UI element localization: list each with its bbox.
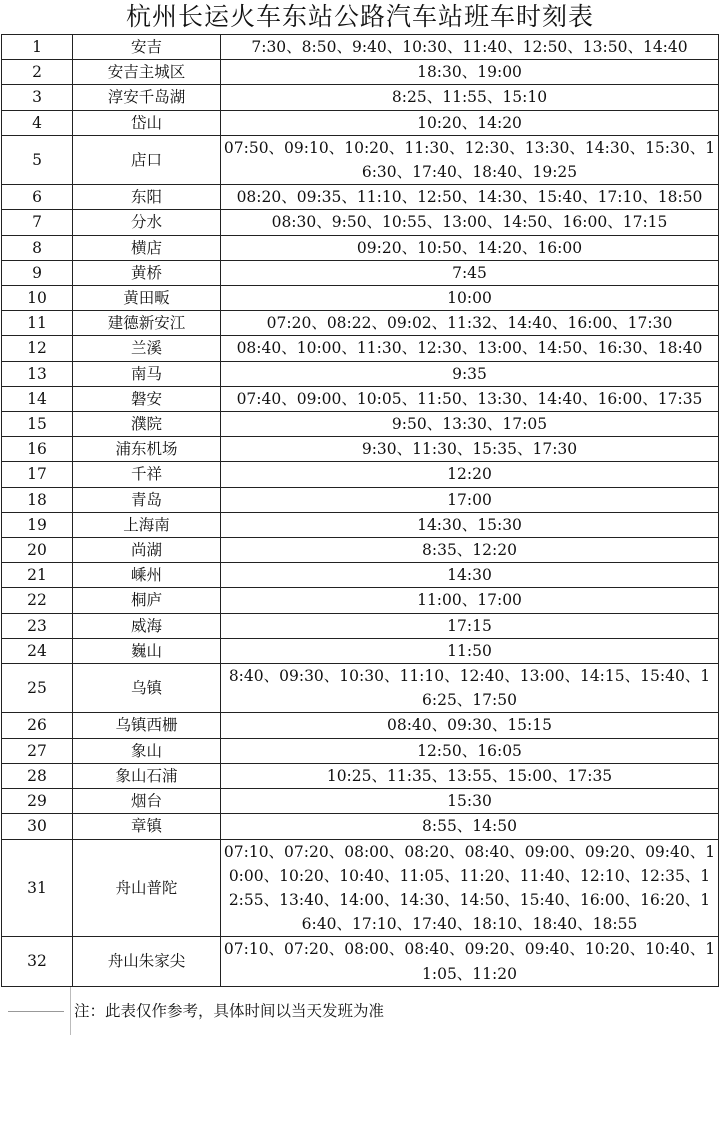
table-row	[2, 35, 719, 60]
row-number-cell: 32	[2, 937, 73, 986]
destination-cell: 象山	[73, 738, 221, 763]
table-row	[2, 638, 719, 663]
table-row	[2, 664, 719, 713]
table-row	[2, 613, 719, 638]
table-row	[2, 713, 719, 738]
departure-times-cell: 15:30	[221, 789, 719, 814]
row-number-cell: 4	[2, 110, 73, 135]
departure-times-cell: 09:20、10:50、14:20、16:00	[221, 235, 719, 260]
table-row	[2, 386, 719, 411]
destination-cell: 章镇	[73, 814, 221, 839]
row-number-cell: 8	[2, 235, 73, 260]
table-row	[2, 210, 719, 235]
destination-cell: 南马	[73, 361, 221, 386]
row-number-cell: 3	[2, 85, 73, 110]
row-number-cell: 20	[2, 538, 73, 563]
row-number-cell: 10	[2, 286, 73, 311]
departure-times-cell: 08:30、9:50、10:55、13:00、14:50、16:00、17:15	[221, 210, 719, 235]
table-row	[2, 814, 719, 839]
destination-cell: 黄田畈	[73, 286, 221, 311]
destination-cell: 桐庐	[73, 588, 221, 613]
row-number-cell: 16	[2, 437, 73, 462]
table-row	[2, 311, 719, 336]
row-number-cell: 26	[2, 713, 73, 738]
departure-times-cell: 08:40、09:30、15:15	[221, 713, 719, 738]
destination-cell: 烟台	[73, 789, 221, 814]
departure-times-cell: 14:30	[221, 563, 719, 588]
destination-cell: 千祥	[73, 462, 221, 487]
table-row	[2, 512, 719, 537]
destination-cell: 磐安	[73, 386, 221, 411]
destination-cell: 安吉主城区	[73, 60, 221, 85]
row-number-cell: 23	[2, 613, 73, 638]
destination-cell: 淳安千岛湖	[73, 85, 221, 110]
departure-times-cell: 07:20、08:22、09:02、11:32、14:40、16:00、17:30	[221, 311, 719, 336]
table-row	[2, 839, 719, 937]
departure-times-cell: 9:30、11:30、15:35、17:30	[221, 437, 719, 462]
row-number-cell: 5	[2, 135, 73, 184]
departure-times-cell: 10:00	[221, 286, 719, 311]
row-number-cell: 7	[2, 210, 73, 235]
departure-times-cell: 8:35、12:20	[221, 538, 719, 563]
destination-cell: 嵊州	[73, 563, 221, 588]
departure-times-cell: 7:45	[221, 260, 719, 285]
destination-cell: 浦东机场	[73, 437, 221, 462]
destination-cell: 东阳	[73, 185, 221, 210]
table-row	[2, 763, 719, 788]
row-number-cell: 1	[2, 35, 73, 60]
row-number-cell: 21	[2, 563, 73, 588]
destination-cell: 尚湖	[73, 538, 221, 563]
table-row	[2, 487, 719, 512]
row-number-cell: 12	[2, 336, 73, 361]
row-number-cell: 2	[2, 60, 73, 85]
row-number-cell: 14	[2, 386, 73, 411]
destination-cell: 横店	[73, 235, 221, 260]
destination-cell: 青岛	[73, 487, 221, 512]
table-row	[2, 462, 719, 487]
departure-times-cell: 8:25、11:55、15:10	[221, 85, 719, 110]
departure-times-cell: 07:40、09:00、10:05、11:50、13:30、14:40、16:00、17:35	[221, 386, 719, 411]
table-row	[2, 437, 719, 462]
table-row	[2, 738, 719, 763]
table-row	[2, 235, 719, 260]
destination-cell: 乌镇西栅	[73, 713, 221, 738]
destination-cell: 舟山朱家尖	[73, 937, 221, 986]
row-number-cell: 27	[2, 738, 73, 763]
footnote	[0, 987, 720, 1035]
departure-times-cell: 07:50、09:10、10:20、11:30、12:30、13:30、14:30、15:30、16:30、17:40、18:40、19:25	[221, 135, 719, 184]
row-number-cell: 25	[2, 664, 73, 713]
departure-times-cell: 08:40、10:00、11:30、12:30、13:00、14:50、16:30、18:40	[221, 336, 719, 361]
footnote-dash	[8, 1011, 64, 1012]
departure-times-cell: 07:10、07:20、08:00、08:40、09:20、09:40、10:20、10:40、11:05、11:20	[221, 937, 719, 986]
destination-cell: 象山石浦	[73, 763, 221, 788]
row-number-cell: 31	[2, 839, 73, 937]
row-number-cell: 28	[2, 763, 73, 788]
destination-cell: 分水	[73, 210, 221, 235]
row-number-cell: 29	[2, 789, 73, 814]
table-row	[2, 361, 719, 386]
departure-times-cell: 9:50、13:30、17:05	[221, 412, 719, 437]
departure-times-cell: 17:15	[221, 613, 719, 638]
table-row	[2, 185, 719, 210]
departure-times-cell: 7:30、8:50、9:40、10:30、11:40、12:50、13:50、14:40	[221, 35, 719, 60]
departure-times-cell: 14:30、15:30	[221, 512, 719, 537]
departure-times-cell: 10:20、14:20	[221, 110, 719, 135]
row-number-cell: 13	[2, 361, 73, 386]
departure-times-cell: 12:50、16:05	[221, 738, 719, 763]
departure-times-cell: 8:40、09:30、10:30、11:10、12:40、13:00、14:15、15:40、16:25、17:50	[221, 664, 719, 713]
row-number-cell: 30	[2, 814, 73, 839]
table-row	[2, 135, 719, 184]
page-title: 杭州长运火车东站公路汽车站班车时刻表	[125, 2, 594, 31]
destination-cell: 威海	[73, 613, 221, 638]
destination-cell: 黄桥	[73, 260, 221, 285]
timetable	[1, 34, 719, 987]
row-number-cell: 22	[2, 588, 73, 613]
destination-cell: 建德新安江	[73, 311, 221, 336]
row-number-cell: 19	[2, 512, 73, 537]
departure-times-cell: 18:30、19:00	[221, 60, 719, 85]
departure-times-cell: 12:20	[221, 462, 719, 487]
departure-times-cell: 08:20、09:35、11:10、12:50、14:30、15:40、17:10、18:50	[221, 185, 719, 210]
table-row	[2, 588, 719, 613]
departure-times-cell: 10:25、11:35、13:55、15:00、17:35	[221, 763, 719, 788]
table-row	[2, 563, 719, 588]
table-row	[2, 538, 719, 563]
row-number-cell: 18	[2, 487, 73, 512]
table-row	[2, 336, 719, 361]
destination-cell: 兰溪	[73, 336, 221, 361]
row-number-cell: 6	[2, 185, 73, 210]
destination-cell: 上海南	[73, 512, 221, 537]
destination-cell: 岱山	[73, 110, 221, 135]
row-number-cell: 15	[2, 412, 73, 437]
departure-times-cell: 8:55、14:50	[221, 814, 719, 839]
departure-times-cell: 17:00	[221, 487, 719, 512]
row-number-cell: 17	[2, 462, 73, 487]
departure-times-cell: 9:35	[221, 361, 719, 386]
destination-cell: 安吉	[73, 35, 221, 60]
departure-times-cell: 07:10、07:20、08:00、08:20、08:40、09:00、09:20、09:40、10:00、10:20、10:40、11:05、11:20、11:40、12:10、12:35、12:55、13:40、14:00、14:30、14:50、15:40、16:00、16:20、16:40、17:10、17:40、18:10、18:40、18:55	[221, 839, 719, 937]
row-number-cell: 11	[2, 311, 73, 336]
destination-cell: 乌镇	[73, 664, 221, 713]
timetable-body	[2, 35, 719, 987]
destination-cell: 舟山普陀	[73, 839, 221, 937]
table-row	[2, 412, 719, 437]
footnote-divider	[70, 987, 71, 1035]
footnote-text: 注：此表仅作参考，具体时间以当天发班为准	[74, 1001, 385, 1020]
table-row	[2, 110, 719, 135]
destination-cell: 巍山	[73, 638, 221, 663]
departure-times-cell: 11:50	[221, 638, 719, 663]
table-row	[2, 789, 719, 814]
row-number-cell: 9	[2, 260, 73, 285]
table-row	[2, 60, 719, 85]
table-row	[2, 260, 719, 285]
table-row	[2, 85, 719, 110]
row-number-cell: 24	[2, 638, 73, 663]
table-row	[2, 286, 719, 311]
destination-cell: 店口	[73, 135, 221, 184]
departure-times-cell: 11:00、17:00	[221, 588, 719, 613]
table-row	[2, 937, 719, 986]
destination-cell: 濮院	[73, 412, 221, 437]
